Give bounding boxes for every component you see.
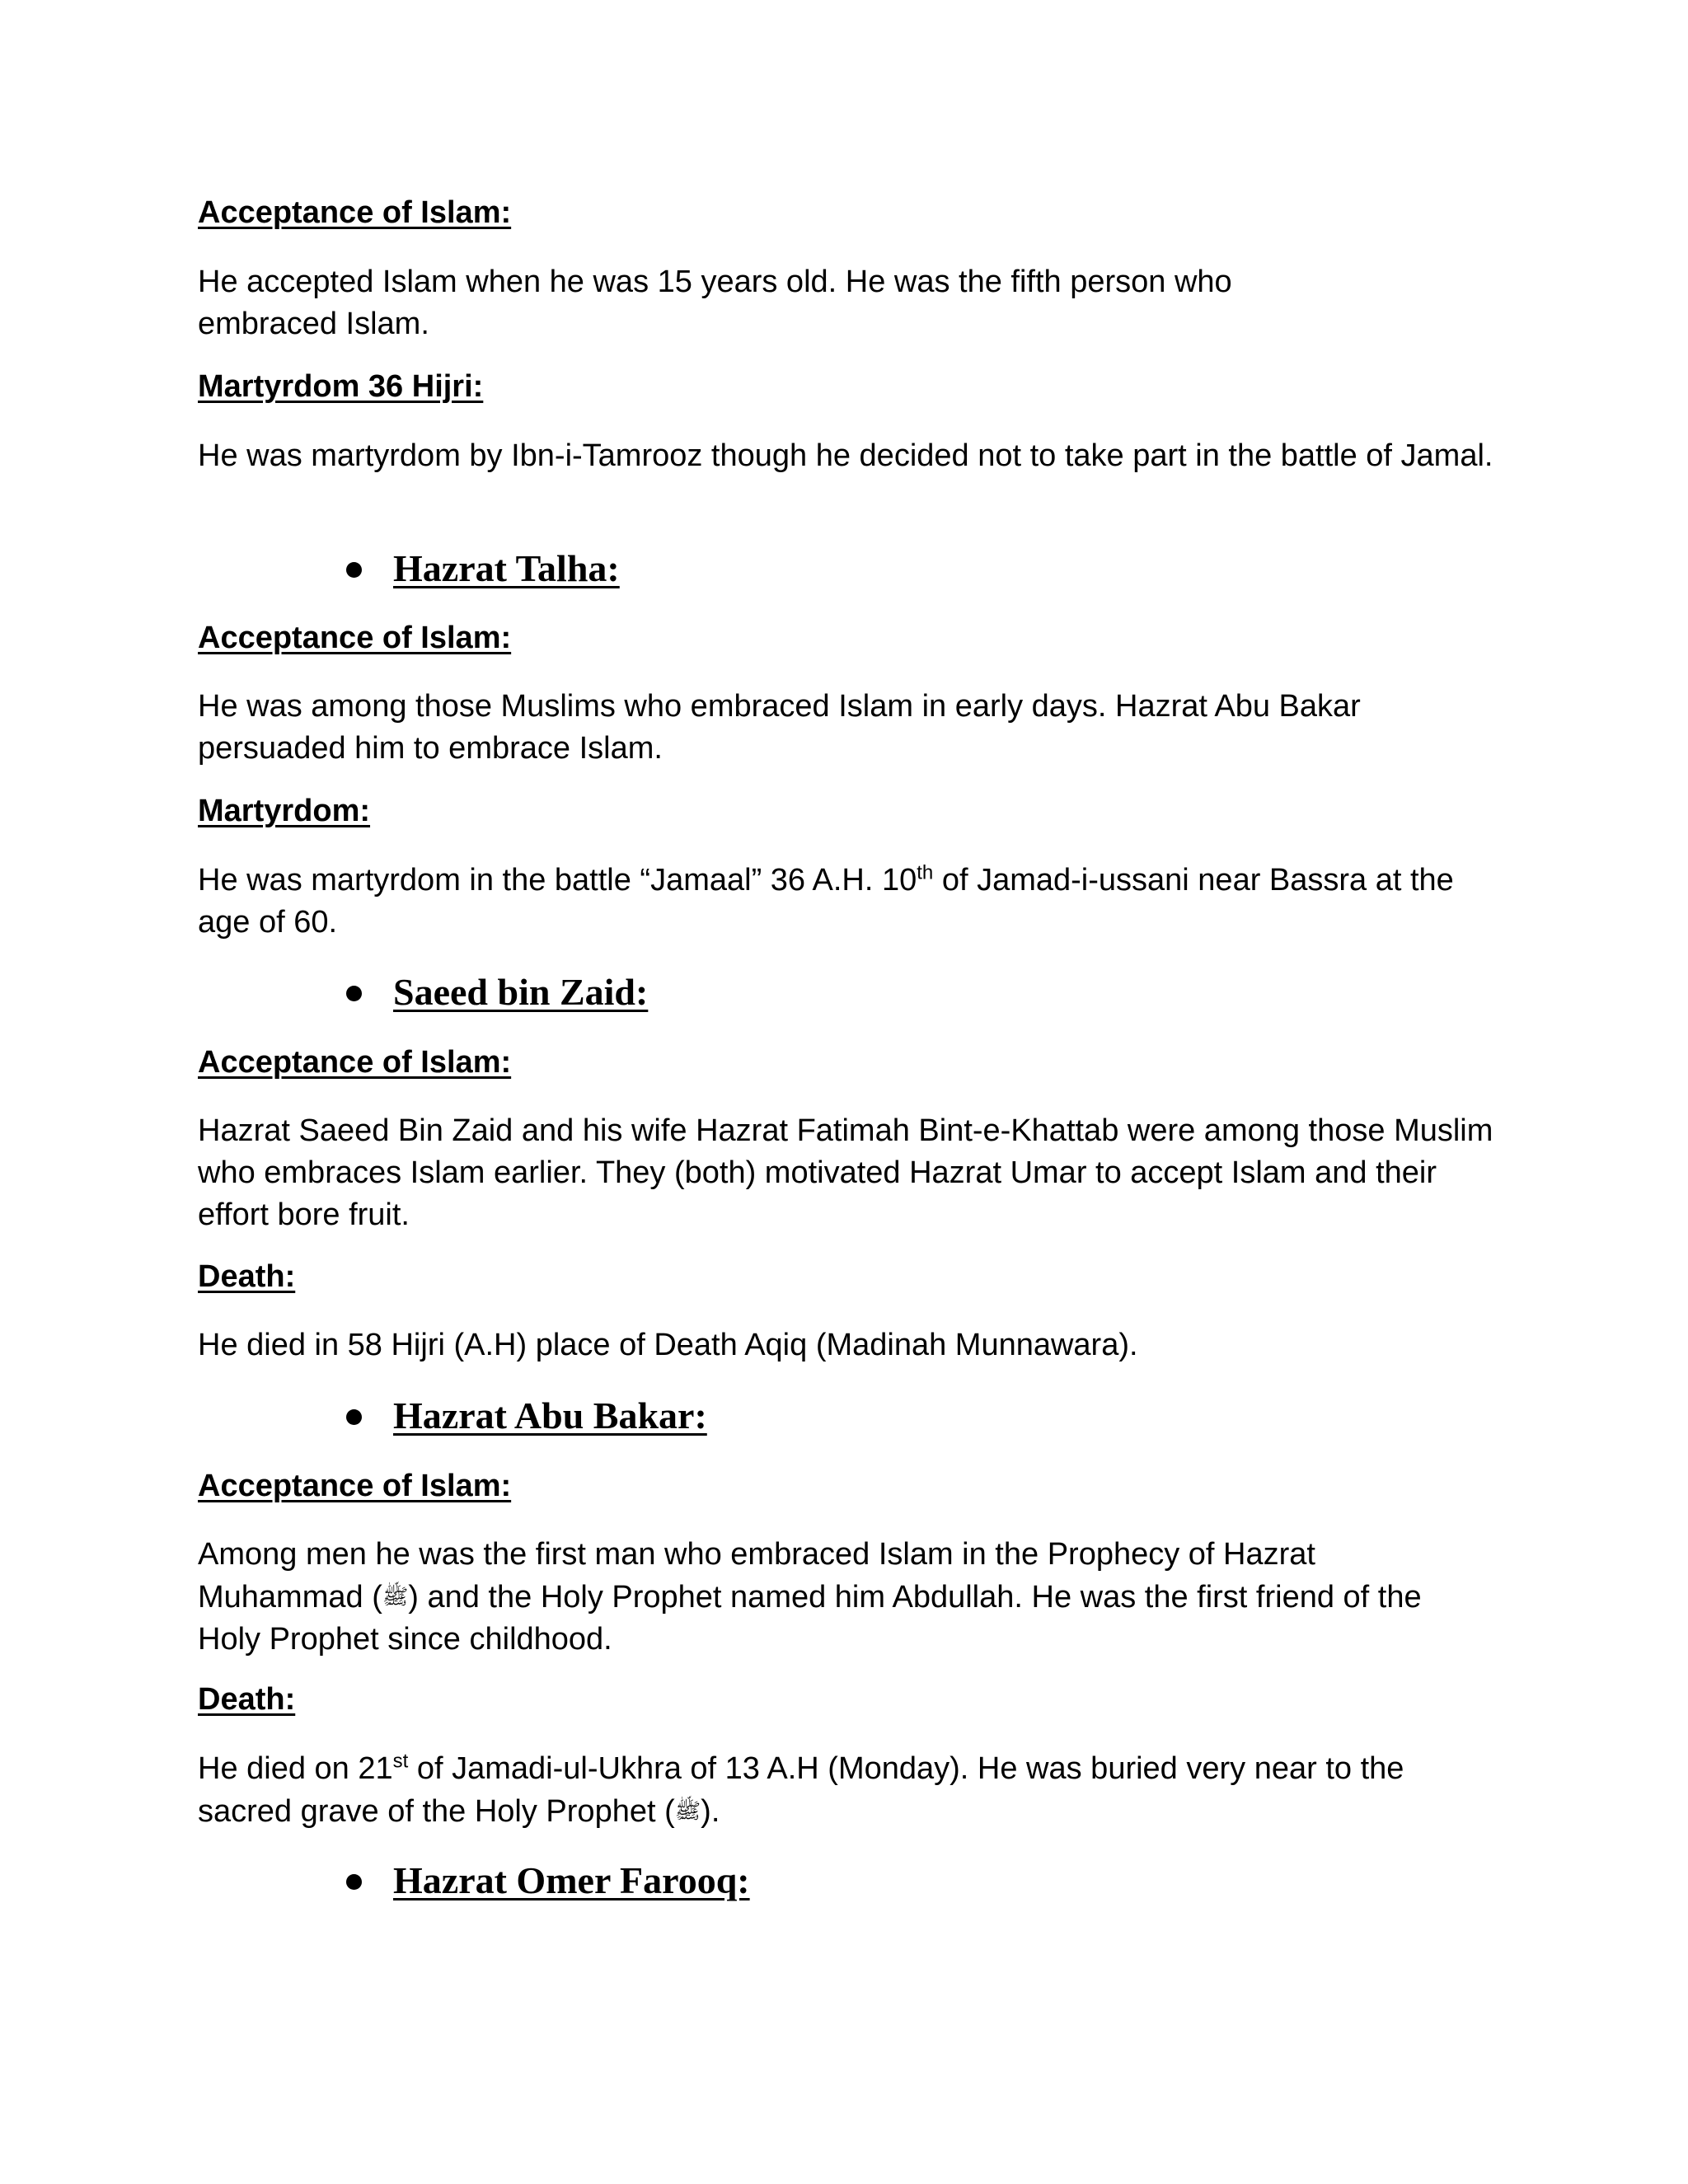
- acceptance-heading: Acceptance of Islam:: [198, 621, 512, 655]
- death-paragraph: He died in 58 Hijri (A.H) place of Death Aqiq (Madinah Munnawara).: [198, 1328, 1138, 1362]
- martyrdom-heading: Martyrdom:: [198, 794, 371, 828]
- acceptance-heading: Acceptance of Islam:: [198, 1045, 512, 1080]
- section-title: Hazrat Abu Bakar:: [393, 1394, 707, 1436]
- bullet-icon: [346, 1874, 362, 1890]
- acceptance-heading: Acceptance of Islam:: [198, 195, 512, 230]
- acceptance-paragraph: Among men he was the first man who embraced Islam in the Prophecy of Hazrat Muhammad (ﷺ) and the Holy Prophet named him Abdullah. He was the first friend of the Holy Prophet since childhood.: [198, 1537, 1422, 1657]
- pbuh-seal-icon: ﷺ: [382, 1584, 409, 1609]
- bullet-icon: [346, 1409, 362, 1425]
- section-title: Saeed bin Zaid:: [393, 971, 649, 1013]
- death-paragraph: He died on 21st of Jamadi-ul-Ukhra of 13 A.H (Monday). He was buried very near to the sacred grave of the Holy Prophet (ﷺ).: [198, 1750, 1404, 1829]
- acceptance-paragraph: He accepted Islam when he was 15 years old. He was the fifth person who embraced Islam.: [198, 265, 1232, 341]
- martyrdom-paragraph: He was martyrdom in the battle “Jamaal” 36 A.H. 10th of Jamad-i-ussani near Bassra at the age of 60.: [198, 861, 1454, 940]
- acceptance-paragraph: He was among those Muslims who embraced Islam in early days. Hazrat Abu Bakar persuaded him to embrace Islam.: [198, 689, 1361, 766]
- acceptance-heading: Acceptance of Islam:: [198, 1469, 512, 1503]
- death-heading: Death:: [198, 1259, 296, 1294]
- pbuh-seal-icon: ﷺ: [674, 1798, 701, 1823]
- bullet-icon: [346, 986, 362, 1001]
- bullet-icon: [346, 562, 362, 578]
- section-title: Hazrat Omer Farooq:: [393, 1859, 750, 1901]
- death-heading: Death:: [198, 1682, 296, 1717]
- acceptance-paragraph: Hazrat Saeed Bin Zaid and his wife Hazrat Fatimah Bint-e-Khattab were among those Muslim who embraces Islam earlier. They (both) motivated Hazrat Umar to accept Islam and their effort bore fruit.: [198, 1113, 1493, 1232]
- section-title: Hazrat Talha:: [393, 547, 620, 589]
- martyrdom-paragraph: He was martyrdom by Ibn-i-Tamrooz though he decided not to take part in the battle of Jamal.: [198, 438, 1493, 473]
- martyrdom-heading: Martyrdom 36 Hijri:: [198, 369, 484, 404]
